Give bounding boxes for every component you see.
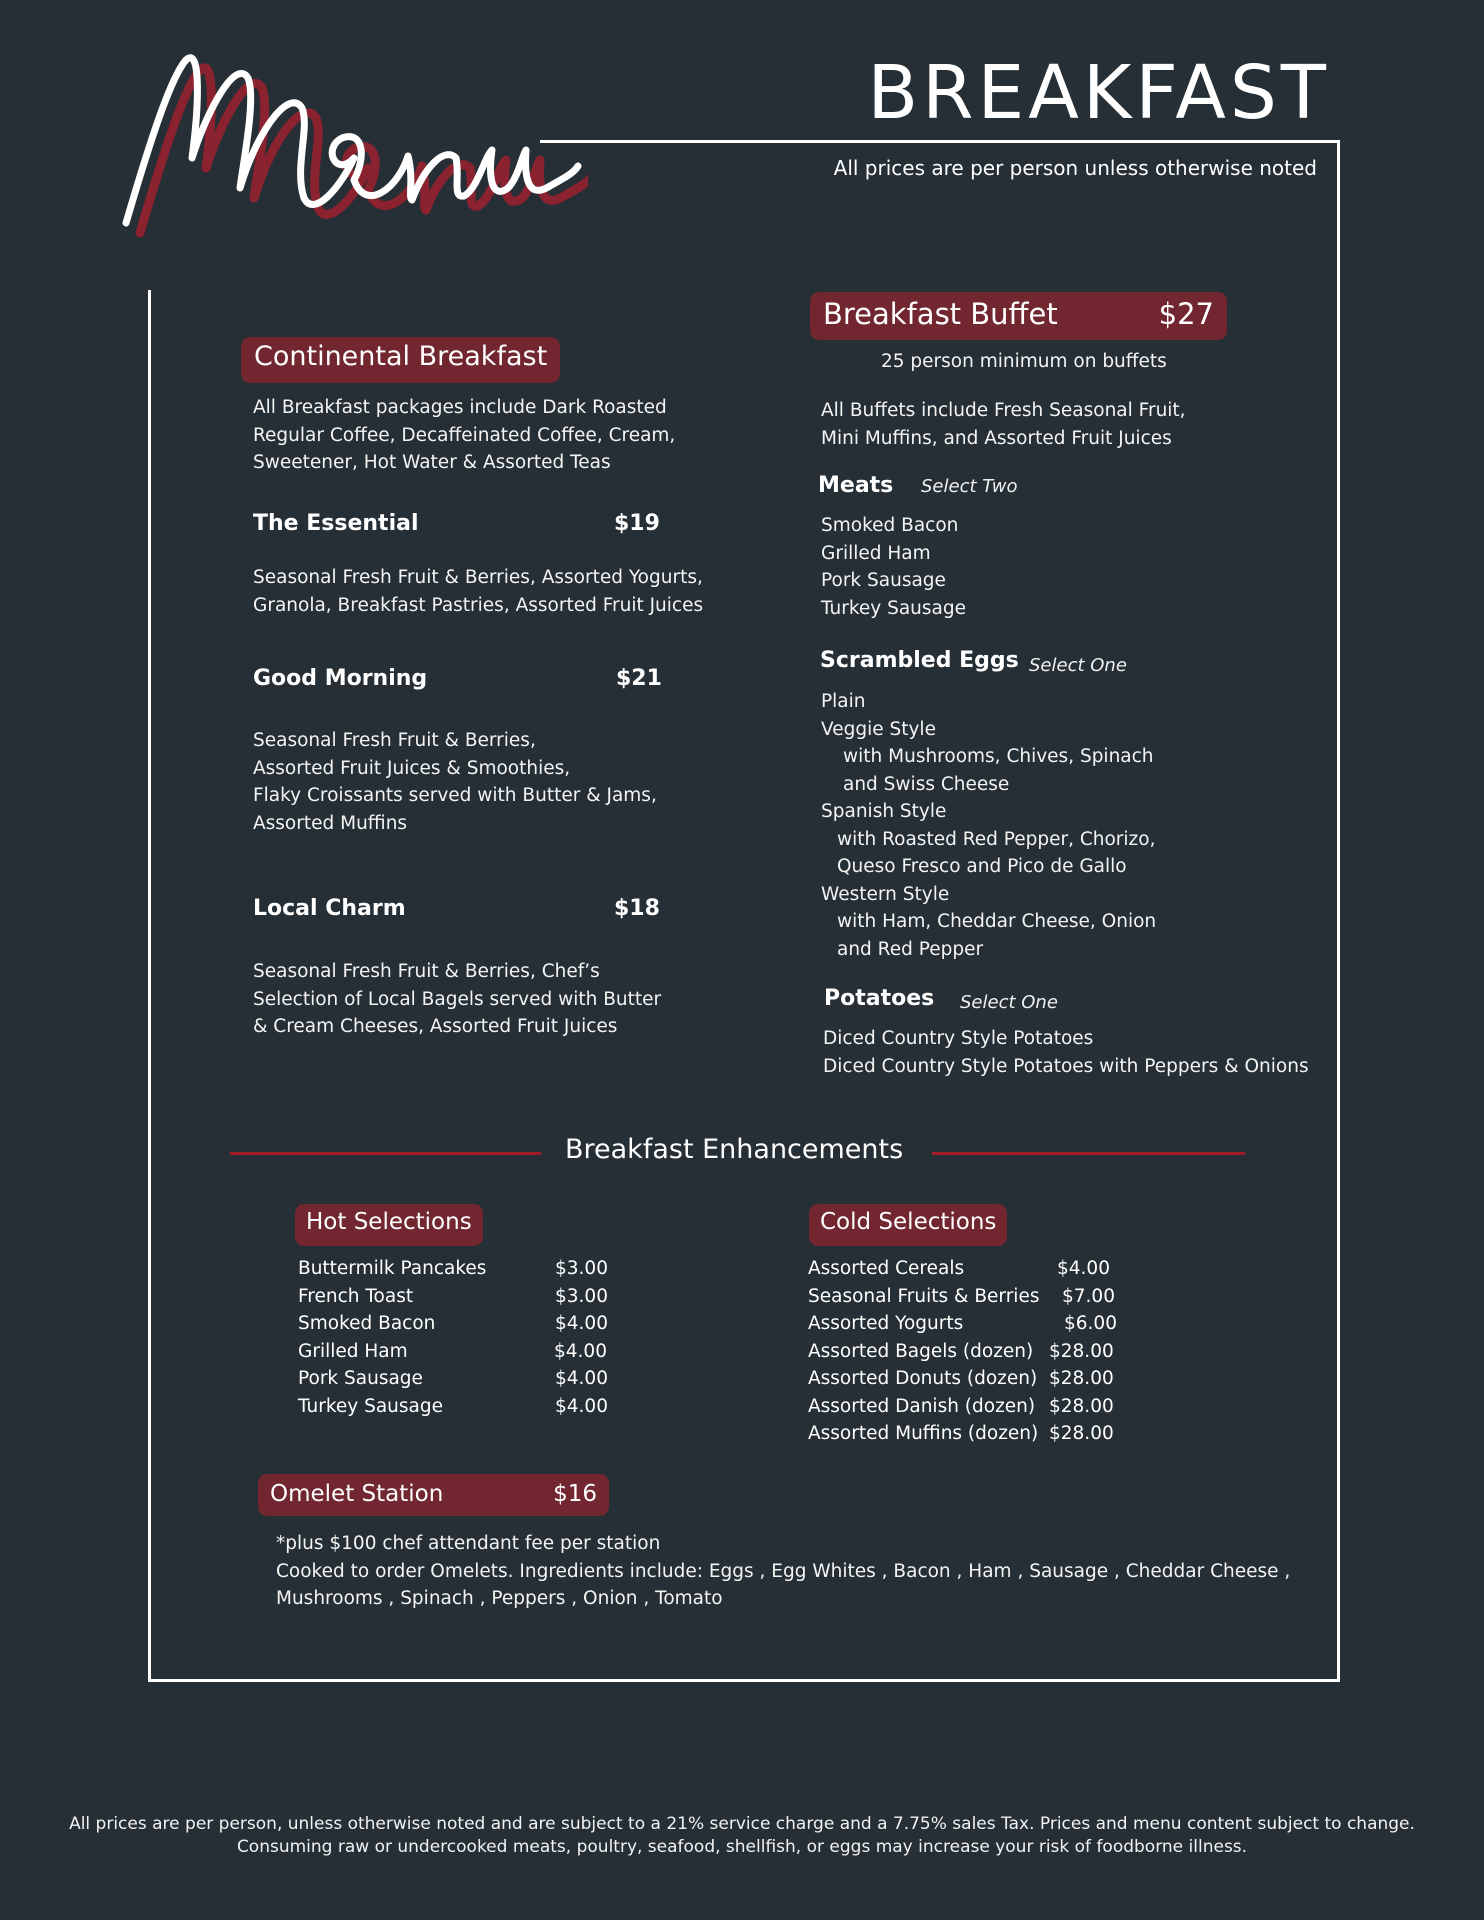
- description-line: Assorted Muffins: [253, 812, 408, 834]
- package-name: Local Charm: [253, 896, 406, 921]
- description-line: Flaky Croissants served with Butter & Jams,: [253, 785, 657, 806]
- item-price: $7.00: [1062, 1285, 1115, 1307]
- description-line: Seasonal Fresh Fruit & Berries,: [253, 730, 536, 751]
- frame-right-border: [1337, 140, 1340, 1682]
- continental-intro: [253, 394, 675, 477]
- price-row: [298, 1310, 618, 1338]
- list-item: Grilled Ham: [821, 542, 931, 564]
- package-price: $21: [616, 666, 662, 691]
- intro-line: Sweetener, Hot Water & Assorted Teas: [253, 452, 611, 473]
- package-name: Good Morning: [253, 666, 428, 691]
- item-price: $28.00: [1049, 1368, 1114, 1389]
- omelet-description: [276, 1530, 1290, 1613]
- list-item-detail: and Red Pepper: [837, 938, 984, 960]
- menu-script-logo: [108, 38, 588, 248]
- package-description: [253, 564, 703, 619]
- meats-heading: Meats: [818, 473, 894, 498]
- item-name: Assorted Yogurts: [808, 1313, 964, 1334]
- item-name: Pork Sausage: [298, 1368, 423, 1389]
- price-row: [298, 1255, 618, 1283]
- item-name: Assorted Muffins (dozen): [808, 1423, 1039, 1444]
- price-row: [298, 1393, 618, 1421]
- item-name: Assorted Bagels (dozen): [808, 1340, 1034, 1362]
- intro-line: All Breakfast packages include Dark Roasted: [253, 397, 667, 418]
- enhancements-rule-right: [932, 1152, 1245, 1155]
- item-price: $28.00: [1049, 1340, 1114, 1362]
- package-price: $19: [614, 511, 660, 536]
- frame-bottom-border: [148, 1679, 1340, 1682]
- description-line: Assorted Fruit Juices & Smoothies,: [253, 757, 571, 779]
- omelet-price: $16: [553, 1481, 597, 1507]
- frame-left-border: [148, 290, 151, 1682]
- hot-selections-list: [298, 1255, 618, 1420]
- description-line: *plus $100 chef attendant fee per station: [276, 1533, 661, 1554]
- potatoes-list: [823, 1025, 1309, 1080]
- item-price: $4.00: [1057, 1258, 1110, 1279]
- item-name: Seasonal Fruits & Berries: [808, 1285, 1040, 1307]
- item-name: Grilled Ham: [298, 1340, 408, 1362]
- enhancements-rule-left: [230, 1152, 541, 1155]
- buffet-price: $27: [1158, 297, 1214, 331]
- price-row: [808, 1310, 1148, 1338]
- package-name: The Essential: [253, 511, 419, 536]
- item-name: Assorted Danish (dozen): [808, 1395, 1036, 1417]
- list-item: Veggie Style: [821, 718, 936, 740]
- list-item-detail: with Ham, Cheddar Cheese, Onion: [837, 911, 1157, 932]
- eggs-heading: Scrambled Eggs: [820, 648, 1019, 673]
- list-item: Spanish Style: [821, 801, 947, 822]
- buffet-includes: [821, 397, 1186, 452]
- price-row: [808, 1338, 1148, 1366]
- includes-line: All Buffets include Fresh Seasonal Fruit,: [821, 400, 1186, 421]
- page-subtitle: All prices are per person unless otherwise noted: [833, 156, 1317, 180]
- price-row: [298, 1365, 618, 1393]
- price-row: [808, 1283, 1148, 1311]
- buffet-heading-label: Breakfast Buffet: [823, 297, 1058, 331]
- disclaimer-line: Consuming raw or undercooked meats, poultry, seafood, shellfish, or eggs may increase your risk of foodborne illness.: [236, 1837, 1248, 1857]
- item-price: $4.00: [554, 1340, 607, 1362]
- cold-selections-list: [808, 1255, 1148, 1448]
- item-name: Smoked Bacon: [298, 1313, 436, 1334]
- list-item-detail: with Roasted Red Pepper, Chorizo,: [837, 828, 1156, 850]
- item-price: $4.00: [555, 1313, 608, 1334]
- description-line: Seasonal Fresh Fruit & Berries, Assorted Yogurts,: [253, 567, 703, 588]
- item-price: $28.00: [1049, 1395, 1114, 1417]
- description-line: Selection of Local Bagels served with Butter: [253, 988, 662, 1010]
- potatoes-heading: Potatoes: [824, 986, 935, 1011]
- frame-top-border: [540, 140, 1340, 143]
- list-item-detail: and Swiss Cheese: [843, 773, 1010, 795]
- list-item: Smoked Bacon: [821, 515, 959, 536]
- item-name: Assorted Cereals: [808, 1258, 965, 1279]
- price-row: [808, 1365, 1148, 1393]
- list-item-detail: with Mushrooms, Chives, Spinach: [843, 746, 1154, 767]
- list-item: Turkey Sausage: [821, 597, 966, 619]
- footer-disclaimer: [0, 1813, 1484, 1859]
- description-line: & Cream Cheeses, Assorted Fruit Juices: [253, 1016, 618, 1037]
- list-item-detail: Queso Fresco and Pico de Gallo: [837, 856, 1127, 877]
- intro-line: Regular Coffee, Decaffeinated Coffee, Cream,: [253, 424, 676, 446]
- item-price: $4.00: [555, 1368, 608, 1389]
- description-line: Granola, Breakfast Pastries, Assorted Fruit Juices: [253, 594, 704, 616]
- list-item: Pork Sausage: [821, 570, 946, 591]
- cold-selections-heading: Cold Selections: [809, 1204, 1007, 1246]
- price-row: [808, 1393, 1148, 1421]
- omelet-heading: [258, 1474, 609, 1516]
- item-name: Turkey Sausage: [298, 1395, 443, 1417]
- item-name: Buttermilk Pancakes: [298, 1258, 487, 1279]
- item-price: $28.00: [1049, 1423, 1114, 1444]
- disclaimer-line: All prices are per person, unless otherwise noted and are subject to a 21% service charge and a 7.75% sales Tax. Prices and menu content subject to change.: [69, 1814, 1415, 1834]
- description-line: Mushrooms , Spinach , Peppers , Onion , Tomato: [276, 1588, 723, 1609]
- item-price: $3.00: [555, 1258, 608, 1279]
- list-item: Plain: [821, 691, 866, 712]
- eggs-list: [821, 688, 1156, 963]
- hot-selections-heading: Hot Selections: [295, 1204, 483, 1246]
- price-row: [808, 1420, 1148, 1448]
- list-item: Diced Country Style Potatoes: [823, 1028, 1094, 1049]
- item-price: $4.00: [555, 1395, 608, 1417]
- buffet-minimum: 25 person minimum on buffets: [881, 351, 1167, 372]
- description-line: Cooked to order Omelets. Ingredients include: Eggs , Egg Whites , Bacon , Ham , Sausage , Cheddar Cheese ,: [276, 1560, 1291, 1582]
- enhancements-heading: Breakfast Enhancements: [565, 1134, 904, 1165]
- price-row: [298, 1338, 618, 1366]
- continental-heading: Continental Breakfast: [241, 337, 560, 383]
- eggs-select-note: Select One: [1029, 655, 1127, 676]
- description-line: Seasonal Fresh Fruit & Berries, Chef’s: [253, 961, 600, 982]
- item-price: $6.00: [1064, 1313, 1117, 1334]
- item-price: $3.00: [555, 1285, 608, 1307]
- package-description: [253, 958, 661, 1041]
- buffet-heading: [810, 292, 1227, 340]
- item-name: French Toast: [298, 1285, 414, 1307]
- meats-list: [821, 512, 966, 622]
- package-description: [253, 727, 657, 837]
- list-item: Diced Country Style Potatoes with Peppers & Onions: [823, 1055, 1309, 1077]
- page-title: BREAKFAST: [867, 50, 1330, 136]
- list-item: Western Style: [821, 883, 950, 905]
- includes-line: Mini Muffins, and Assorted Fruit Juices: [821, 427, 1172, 449]
- item-name: Assorted Donuts (dozen): [808, 1368, 1038, 1389]
- potatoes-select-note: Select One: [960, 992, 1058, 1013]
- price-row: [808, 1255, 1148, 1283]
- omelet-heading-label: Omelet Station: [270, 1481, 444, 1507]
- package-price: $18: [614, 896, 660, 921]
- price-row: [298, 1283, 618, 1311]
- meats-select-note: Select Two: [921, 476, 1018, 497]
